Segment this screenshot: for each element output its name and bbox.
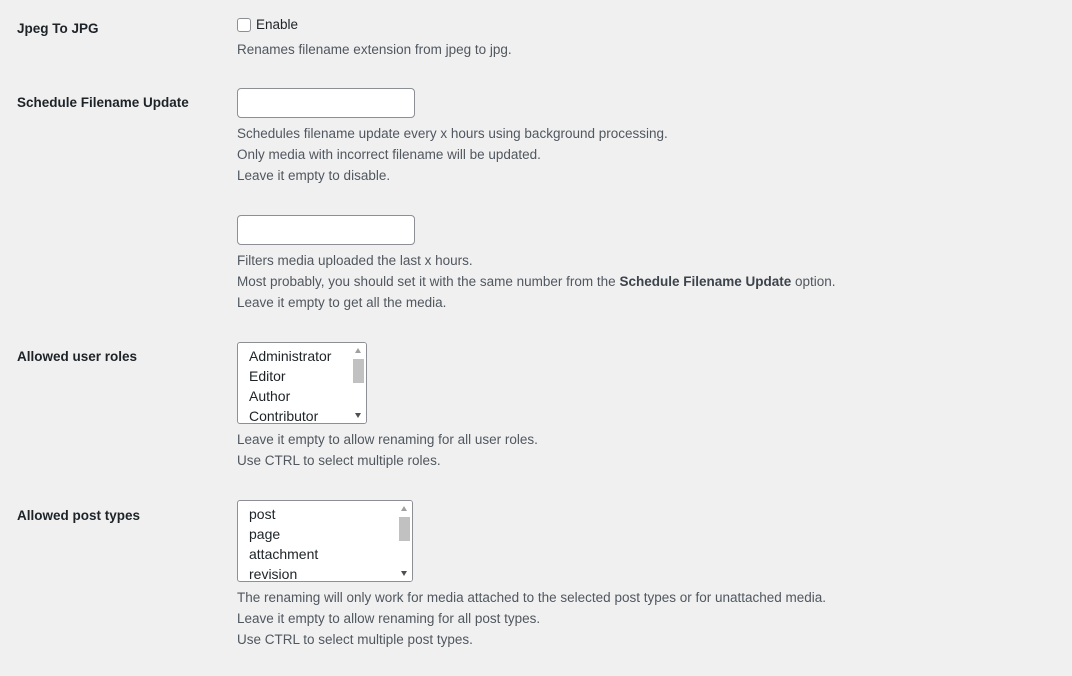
scrollbar-thumb[interactable] [353,359,364,383]
description-line: Leave it empty to disable. [237,168,391,183]
post-type-option[interactable]: post [249,506,276,522]
chevron-down-icon[interactable] [401,571,407,576]
jpeg-to-jpg-checkbox[interactable] [237,18,251,32]
allowed-post-types-description [237,587,826,650]
user-roles-select[interactable] [237,342,367,424]
scrollbar-thumb[interactable] [399,517,410,541]
filter-hours-input[interactable] [237,215,415,245]
description-line: The renaming will only work for media attached to the selected post types or for unattached media. [237,590,827,605]
description-line: Filters media uploaded the last x hours. [237,253,473,268]
chevron-down-icon[interactable] [355,413,361,418]
jpeg-to-jpg-checkbox-label[interactable]: Enable [256,17,299,32]
user-role-option[interactable]: Author [249,388,291,404]
description-line: Use CTRL to select multiple roles. [237,453,441,468]
allowed-user-roles-label: Allowed user roles [17,349,138,364]
user-roles-scrollbar[interactable] [351,343,366,423]
schedule-filename-update-description [237,123,668,186]
description-line: Only media with incorrect filename will be updated. [237,147,541,162]
allowed-post-types-label: Allowed post types [17,508,141,523]
allowed-user-roles-description [237,429,538,471]
description-line: Leave it empty to allow renaming for all post types. [237,611,541,626]
post-type-option[interactable]: page [249,526,281,542]
user-role-option[interactable]: Administrator [249,348,332,364]
chevron-up-icon[interactable] [355,348,361,353]
description-line: Schedules filename update every x hours using background processing. [237,126,668,141]
post-types-select[interactable] [237,500,413,582]
chevron-up-icon[interactable] [401,506,407,511]
jpeg-to-jpg-description [237,39,512,60]
description-text: Most probably, you should set it with the same number from the [237,274,620,289]
description-line [237,271,836,292]
description-line: Renames filename extension from jpeg to jpg. [237,42,512,57]
post-types-scrollbar[interactable] [397,501,412,581]
description-line: Use CTRL to select multiple post types. [237,632,473,647]
post-type-option[interactable]: revision [249,566,298,582]
schedule-filename-update-label: Schedule Filename Update [17,95,189,110]
filter-hours-description [237,250,836,313]
post-type-option[interactable]: attachment [249,546,319,562]
description-line: Leave it empty to get all the media. [237,295,447,310]
user-role-option[interactable]: Editor [249,368,286,384]
jpeg-to-jpg-label: Jpeg To JPG [17,21,99,36]
user-role-option[interactable]: Contributor [249,408,319,424]
description-line: Leave it empty to allow renaming for all user roles. [237,432,538,447]
option-name-bold: Schedule Filename Update [619,274,792,289]
description-text: option. [791,274,836,289]
jpeg-to-jpg-enable[interactable] [237,17,298,32]
schedule-filename-update-input[interactable] [237,88,415,118]
